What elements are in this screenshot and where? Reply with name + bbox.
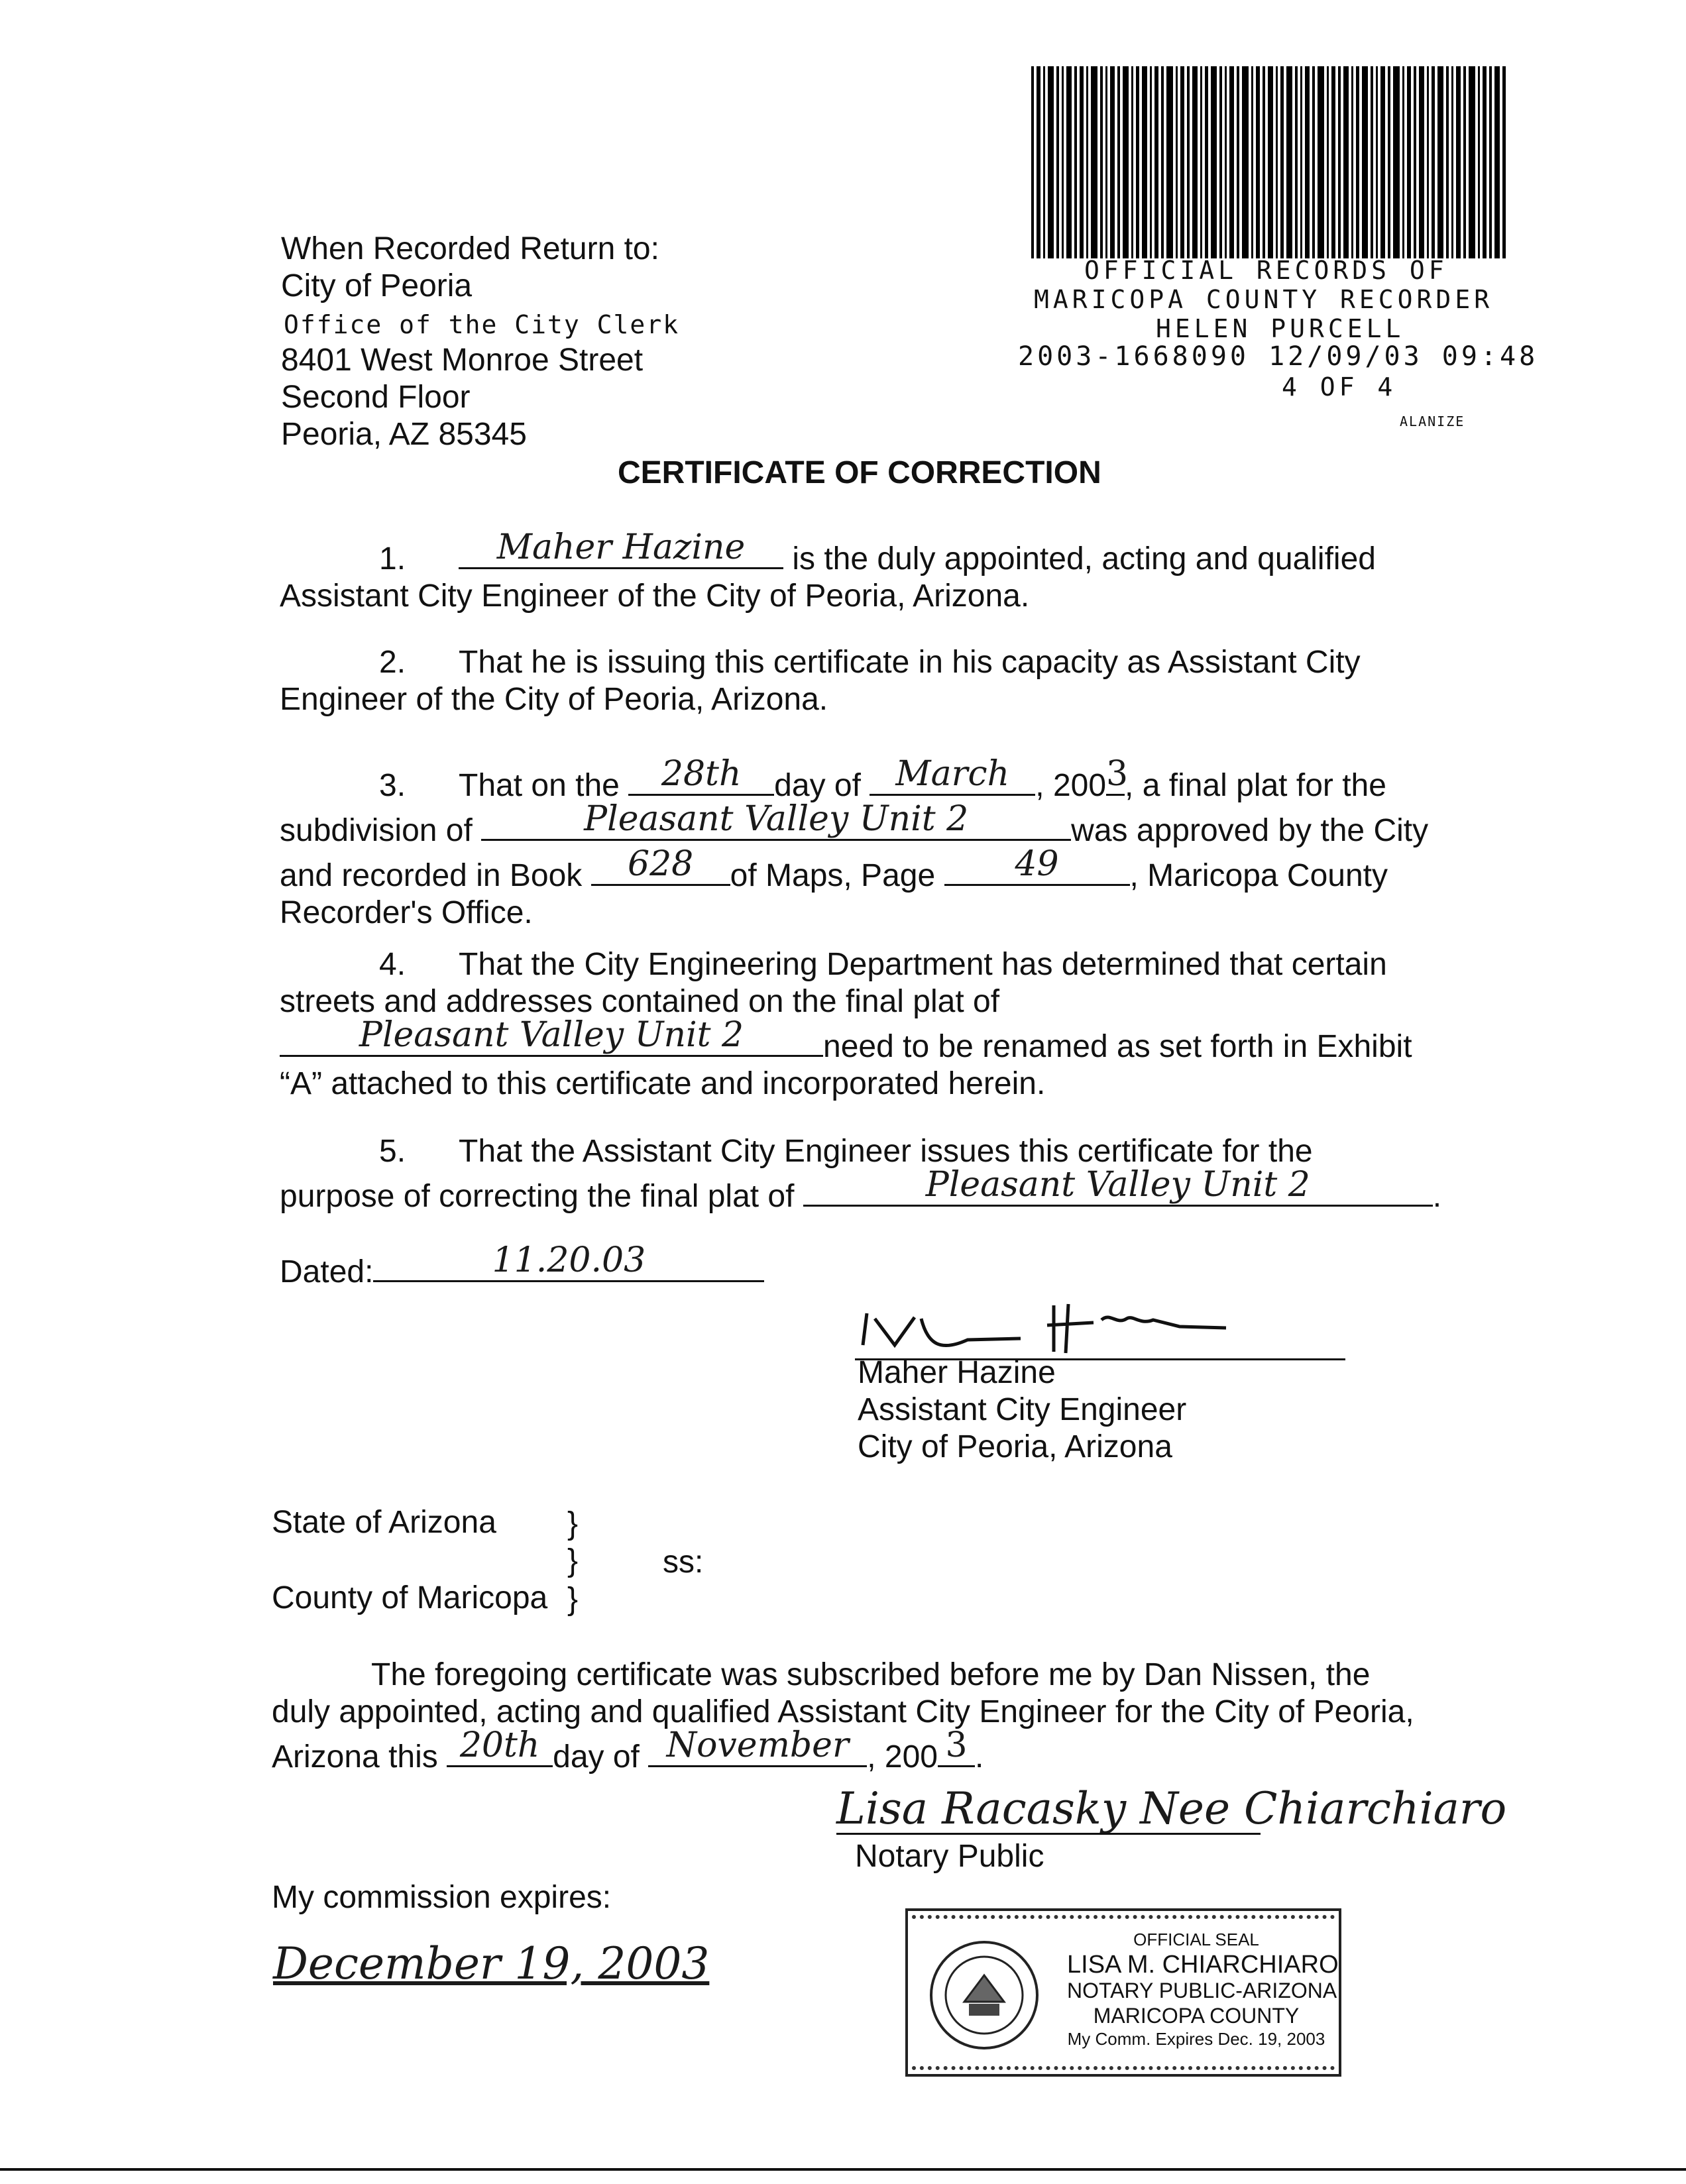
p3-text-1: That on the (459, 768, 629, 803)
notary-line3-a: Arizona this (272, 1739, 447, 1774)
p3-text-6: was approved by the City (1071, 813, 1429, 848)
month-handwritten: March (895, 754, 1010, 794)
month-field (870, 754, 1035, 796)
recording-line2: MARICOPA COUNTY RECORDER (1034, 285, 1494, 314)
recording-line5: 4 OF 4 (1282, 372, 1397, 402)
dated-label: Dated: (280, 1254, 374, 1289)
paragraph-3-number: 3. (379, 768, 406, 803)
p3-text-4: , a final plat for the (1125, 768, 1386, 803)
brace-bottom: } (567, 1582, 579, 1617)
p3-text-10: Recorder's Office. (280, 895, 533, 930)
subdivision-handwritten: Pleasant Valley Unit 2 (584, 799, 969, 839)
paragraph-2-text-a: That he is issuing this certificate in his capacity as Assistant City (459, 645, 1361, 680)
official-seal (905, 1908, 1341, 2077)
commission-date: December 19, 2003 (273, 1938, 710, 1989)
return-line5: Peoria, AZ 85345 (281, 417, 527, 452)
plat-name-field-1 (280, 1015, 823, 1057)
seal-line1: OFFICIAL SEAL (1133, 1930, 1259, 1949)
recording-line4: 2003-1668090 12/09/03 09:48 (1018, 341, 1539, 372)
p3-text-2: day of (774, 768, 870, 803)
day-field (628, 754, 774, 796)
state-seal-icon (928, 1939, 1040, 2051)
paragraph-4 (280, 946, 1459, 1103)
notary-day-handwritten: 20th (459, 1725, 540, 1765)
paragraph-5-text-b: purpose of correcting the final plat of (280, 1179, 803, 1214)
notary-line1: The foregoing certificate was subscribed before me by Dan Nissen, the (371, 1657, 1371, 1692)
paragraph-2 (280, 644, 1459, 718)
p3-text-9: , Maricopa County (1129, 858, 1388, 893)
paragraph-2-text-b: Engineer of the City of Peoria, Arizona. (280, 682, 828, 717)
paragraph-4-text-d: “A” attached to this certificate and incorporated herein. (280, 1066, 1046, 1101)
notary-line3-b: day of (553, 1739, 649, 1774)
engineer-signature-image (855, 1299, 1345, 1358)
seal-line4: MARICOPA COUNTY (1093, 2004, 1300, 2028)
seal-border-top (912, 1915, 1335, 1931)
paragraph-1-number: 1. (379, 541, 406, 576)
notary-line3-d: . (974, 1739, 984, 1774)
return-line3: 8401 West Monroe Street (281, 343, 644, 378)
dated-handwritten: 11.20.03 (492, 1240, 646, 1280)
notary-signature: Lisa Racasky Nee Chiarchiaro (836, 1783, 1507, 1834)
book-field (591, 844, 730, 886)
venue-county: County of Maricopa (272, 1580, 548, 1615)
notary-year-digit-field (938, 1725, 975, 1767)
brace-middle: } (567, 1543, 579, 1578)
paragraph-4-text-c: need to be renamed as set forth in Exhibit (823, 1029, 1412, 1064)
day-handwritten: 28th (661, 754, 742, 794)
dated-field (373, 1240, 764, 1282)
year-digit-field (1106, 754, 1129, 796)
seal-line2: LISA M. CHIARCHIARO (1067, 1951, 1339, 1979)
notary-line2: duly appointed, acting and qualified Assistant City Engineer for the City of Peoria, (272, 1694, 1414, 1729)
seal-line3: NOTARY PUBLIC-ARIZONA (1067, 1979, 1337, 2002)
paragraph-5-text-a: That the Assistant City Engineer issues this certificate for the (459, 1134, 1313, 1169)
commission-label: My commission expires: (272, 1880, 612, 1915)
paragraph-2-number: 2. (379, 645, 406, 680)
signer-name: Maher Hazine (858, 1355, 1056, 1390)
notary-paragraph (272, 1657, 1465, 1776)
p3-text-7: and recorded in Book (280, 858, 591, 893)
notary-day-field (447, 1725, 553, 1767)
notary-year-digit-handwritten: 3 (945, 1725, 968, 1765)
engineer-signature-line (855, 1299, 1345, 1360)
signer-org: City of Peoria, Arizona (858, 1429, 1172, 1464)
notary-line3-c: , 200 (867, 1739, 938, 1774)
engineer-name-field (459, 527, 783, 569)
venue-state: State of Arizona (272, 1505, 496, 1540)
signer-title: Assistant City Engineer (858, 1392, 1187, 1427)
notary-month-field (648, 1725, 867, 1767)
return-heading: When Recorded Return to: (281, 231, 659, 266)
paragraph-4-text-b: streets and addresses contained on the final plat of (280, 984, 1000, 1019)
return-line2: Office of the City Clerk (284, 310, 680, 339)
return-line4: Second Floor (281, 380, 471, 415)
document-title: CERTIFICATE OF CORRECTION (618, 455, 1101, 490)
plat-name-field-2 (803, 1165, 1433, 1207)
recording-clerk: ALANIZE (1400, 413, 1465, 429)
page-handwritten: 49 (1015, 844, 1059, 884)
paragraph-1-text-b: Assistant City Engineer of the City of Peoria, Arizona. (280, 578, 1030, 614)
paragraph-5-number: 5. (379, 1134, 406, 1169)
venue-ss: ss: (663, 1545, 704, 1580)
plat-name-handwritten-1: Pleasant Valley Unit 2 (359, 1015, 744, 1055)
barcode-image (1031, 66, 1508, 258)
page-field (944, 844, 1130, 886)
plat-name-handwritten-2: Pleasant Valley Unit 2 (925, 1165, 1310, 1205)
seal-border-bottom (912, 2054, 1335, 2070)
paragraph-5 (280, 1133, 1459, 1215)
recording-line1: OFFICIAL RECORDS OF (1084, 256, 1448, 285)
paragraph-5-end: . (1432, 1179, 1442, 1214)
paragraph-1 (280, 527, 1459, 615)
p3-text-8: of Maps, Page (730, 858, 944, 893)
paragraph-4-text-a: That the City Engineering Department has determined that certain (459, 947, 1387, 982)
subdivision-field (481, 799, 1071, 841)
brace-top: } (567, 1506, 579, 1541)
p3-text-5: subdivision of (280, 813, 482, 848)
p3-text-3: , 200 (1035, 768, 1107, 803)
page-bottom-rule (0, 2168, 1686, 2171)
paragraph-4-number: 4. (379, 947, 406, 982)
recording-line3: HELEN PURCELL (1156, 314, 1405, 343)
paragraph-3 (280, 754, 1459, 932)
notary-public-label: Notary Public (855, 1839, 1044, 1874)
return-line1: City of Peoria (281, 268, 473, 303)
dated-row (280, 1240, 764, 1291)
paragraph-1-text-a: is the duly appointed, acting and qualified (783, 541, 1376, 576)
seal-line5: My Comm. Expires Dec. 19, 2003 (1067, 2029, 1325, 2049)
notary-signature-line (836, 1833, 1261, 1835)
engineer-name-handwritten: Maher Hazine (496, 527, 746, 567)
book-handwritten: 628 (628, 844, 694, 884)
notary-month-handwritten: November (666, 1725, 849, 1765)
year-digit-handwritten: 3 (1106, 754, 1129, 794)
